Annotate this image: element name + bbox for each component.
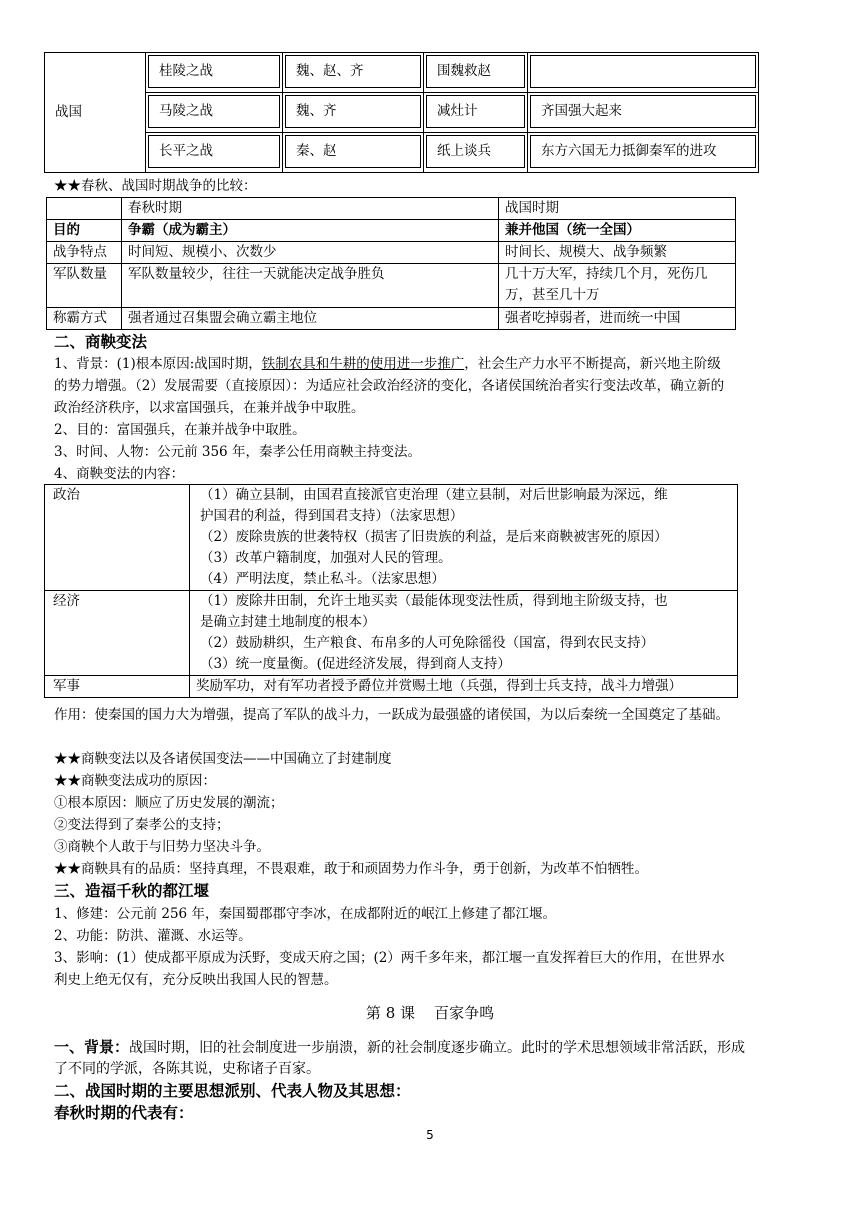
bg-label: 一、背景： [54,1038,130,1056]
reform-line: （3）统一度量衡。(促进经济发展，得到商人支持） [200,656,511,672]
compare-row-label: 目的 [47,220,122,242]
compare-cell: 强者通过召集盟会确立霸主地位 [122,308,499,330]
section2-p1 [54,353,806,375]
section2-p3: 3、时间、人物：公元前 356 年，秦孝公任用商鞅主持变法。 [54,444,421,460]
compare-header-spring: 春秋时期 [122,198,499,220]
war-idiom: 减灶计 [426,95,525,128]
reform-line: 护国君的利益，得到国君支持）（法家思想） [200,508,464,524]
war-parties: 魏、齐 [285,95,421,128]
period-label: 战国 [55,104,82,120]
compare-cell: 兼并他国（统一全国） [499,220,736,242]
star-note-1: ★★商鞅变法以及各诸侯国变法——中国确立了封建制度 [54,751,392,767]
war-name: 桂陵之战 [148,55,280,88]
section3-p1: 1、修建：公元前 256 年，秦国蜀郡郡守李冰，在成都附近的岷江上修建了都江堰。 [54,906,556,922]
war-result: 东方六国无力抵御秦军的进攻 [530,135,756,168]
war-idiom: 纸上谈兵 [426,135,525,168]
reform-effect: 作用：使秦国的国力大为增强，提高了军队的战斗力，一跃成为最强盛的诸侯国，为以后秦统一全国奠定了基础。 [54,707,729,723]
war-result: 齐国强大起来 [530,95,756,128]
compare-row-label: 军队数量 [47,264,122,308]
compare-cell: 争霸（成为霸主） [122,220,499,242]
reason-2: ②变法得到了秦孝公的支持； [54,817,230,833]
reform-line: 奖励军功，对有军功者授予爵位并赏赐土地（兵强，得到士兵支持，战斗力增强） [196,678,682,694]
section3-p2: 2、功能：防洪、灌溉、水运等。 [54,928,252,944]
reason-1: ①根本原因：顺应了历史发展的潮流； [54,795,284,811]
compare-cell: 强者吃掉弱者，进而统一中国 [499,308,736,330]
section3-p3b: 利史上绝无仅有，充分反映出我国人民的智慧。 [54,972,338,988]
war-parties: 魏、赵、齐 [285,55,421,88]
reform-line: （2）鼓励耕织，生产粮食、布帛多的人可免除徭役（国富，得到农民支持） [200,635,655,651]
reform-line: （3）改革户籍制度，加强对人民的管理。 [200,550,452,566]
underlined-text: 铁制农具和牛耕的使用进一步推广 [261,356,465,372]
compare-cell: 军队数量较少，往往一天就能决定战争胜负 [122,264,499,308]
compare-table [46,197,736,330]
reform-line: （4）严明法度，禁止私斗。（法家思想） [200,571,445,587]
section2-title: 二、商鞅变法 [54,333,148,351]
section2-p4: 4、商鞅变法的内容： [54,466,185,482]
section2-p2: 2、目的：富国强兵，在兼并战争中取胜。 [54,422,306,438]
period-cell [45,53,146,173]
compare-cell: 时间长、规模大、战争频繁 [499,242,736,264]
reason-3: ③商鞅个人敢于与旧势力坚决斗争。 [54,839,270,855]
reform-line: 是确立封建土地制度的根本） [200,614,376,630]
reform-line: （1）废除井田制，允许土地买卖（最能体现变法性质，得到地主阶级支持，也 [200,593,668,609]
reform-category: 军事 [45,676,190,698]
war-result [530,55,756,88]
star-note-3: ★★商鞅具有的品质：坚持真理，不畏艰难，敢于和顽固势力作斗争，勇于创新，为改革不怕牺牲。 [54,861,648,877]
compare-heading: ★★春秋、战国时期战争的比较： [54,178,257,194]
star-note-2: ★★商鞅变法成功的原因： [54,773,216,789]
section2-p1d: 政治经济秩序，以求富国强兵，在兼并战争中取胜。 [54,400,365,416]
compare-header-empty [47,198,122,220]
lesson-title: 第 8 课 百家争鸣 [365,1004,495,1022]
war-name: 长平之战 [148,135,280,168]
war-parties: 秦、赵 [285,135,421,168]
page-number: 5 [426,1128,434,1142]
war-idiom: 围魏救赵 [426,55,525,88]
lesson8-bg [54,1036,806,1059]
war-table [44,52,759,173]
compare-row-label: 战争特点 [47,242,122,264]
bg-text: 战国时期，旧的社会制度进一步崩溃，新的社会制度逐步确立。此时的学术思想领域非常活跃，形成 [129,1040,746,1056]
text: ，社会生产力水平不断提高，新兴地主阶级 [464,356,721,372]
compare-row-label: 称霸方式 [47,308,122,330]
section2-p1c: 的势力增强。（2）发展需要（直接原因）：为适应社会政治经济的变化，各诸侯国统治者实行变法改革，确立新的 [54,378,725,394]
text: 1、背景：(1)根本原因:战国时期， [54,356,262,372]
reform-category: 经济 [45,591,190,676]
section3-title: 三、造福千秋的都江堰 [54,882,210,900]
lesson8-h3: 春秋时期的代表有： [54,1104,194,1122]
lesson8-h2: 二、战国时期的主要思想派别、代表人物及其思想： [54,1082,411,1100]
reform-category: 政治 [45,485,190,591]
compare-cell: 时间短、规模小、次数少 [122,242,499,264]
war-name: 马陵之战 [148,95,280,128]
reform-line: （2）废除贵族的世袭特权（损害了旧贵族的利益，是后来商鞅被害死的原因） [200,529,668,545]
lesson8-bg2: 了不同的学派，各陈其说，史称诸子百家。 [54,1061,320,1077]
section3-p3a: 3、影响：(1）使成都平原成为沃野，变成天府之国；(2）两千多年来，都江堰一直发挥着巨大的作用，在世界水 [54,950,725,966]
compare-cell: 几十万大军，持续几个月，死伤几万，甚至几十万 [499,264,736,308]
reform-table [44,484,738,698]
compare-header-warring: 战国时期 [499,198,736,220]
reform-line: （1）确立县制，由国君直接派官吏治理（建立县制，对后世影响最为深远，维 [200,487,668,503]
